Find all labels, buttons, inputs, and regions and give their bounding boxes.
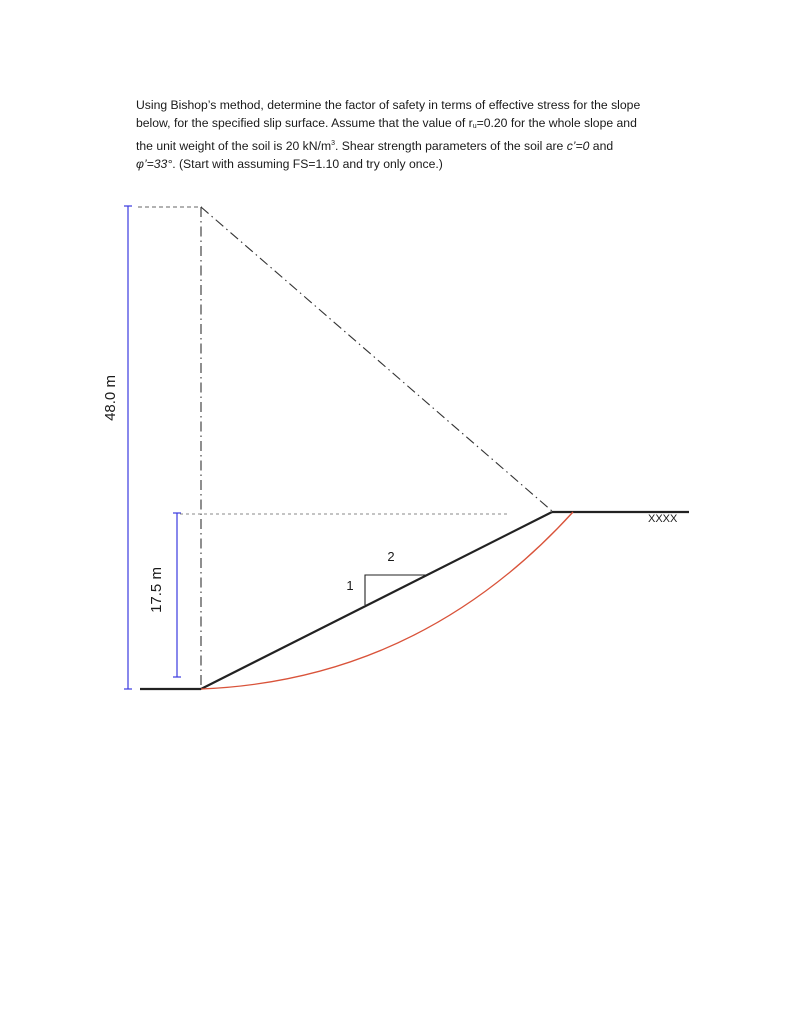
circle-center-crest-radius [201, 207, 552, 511]
slope-height-label: 17.5 m [148, 567, 165, 613]
slope-ratio-horizontal-label: 2 [387, 549, 395, 564]
crest-hatch-marks: XXXX [648, 513, 678, 525]
problem-line-3: the unit weight of the soil is 20 $kN/m^3$. Shear strength parameters of the soil are c’=0 and [136, 138, 614, 153]
total-height-dimension [124, 206, 132, 689]
slip-surface-arc [201, 512, 573, 689]
problem-line-4: φ’=33°. (Start with assuming FS=1.10 and try only once.) [136, 157, 443, 172]
slope-face-line [201, 512, 552, 689]
slope-height-dimension [173, 513, 181, 677]
slope-ratio-vertical-label: 1 [346, 578, 354, 593]
total-height-label: 48.0 m [102, 375, 119, 421]
problem-line-2: below, for the specified slip surface. Assume that the value of $r_u=0.20$ for the whole slope and [136, 116, 637, 131]
ground-profile [140, 512, 689, 689]
problem-line-1: Using Bishop’s method, determine the factor of safety in terms of effective stress for the slope [136, 98, 641, 112]
